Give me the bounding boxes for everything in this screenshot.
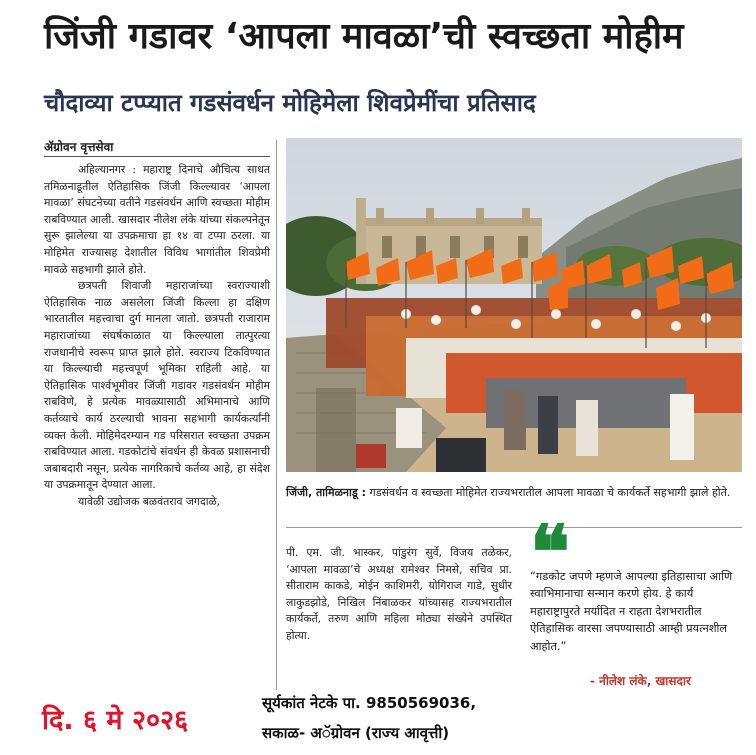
pull-quote: “गडकोट जपणे म्हणजे आपल्या इतिहासाचा आणि स्वाभिमानाचा सन्मान करणे होय. हे कार्य महाराष्ट्रापुरते मर्यादित न राहता देशभरातील ऐतिहासिक वारसा जपण्यासाठी आम्ही प्रयत्नशील आहोत.” — [530, 570, 733, 653]
body-paragraph: पी. एम. जी. भास्कर, पांडुरंग सुर्वे, विजय तळेकर, ‘आपला मावळा’चे अध्यक्ष रामेश्वर निमसे, सचिव प्रा. सीताराम काकडे, मोईन काशिमरी, योगिराज गाडे, सुधीर लाकुडझोडे, निखिल निंबाळकर यांच्यासह राज्यभरातील कार्यकर्ते, तरुण आणि महिला मोठ्या संख्येने उपस्थित होत्या. — [286, 546, 512, 642]
body-paragraph: अहिल्यानगर : महाराष्ट्र दिनाचे औचित्य साधत तमिळनाडूतील ऐतिहासिक जिंजी किल्ल्यावर ‘आपला मावळा’ संघटनेच्या वतीने गडसंवर्धन आणि स्वच्छता मोहीम राबविण्यात आली. खासदार नीलेश लंके यांच्या संकल्पनेतून सुरू झालेल्या या उपक्रमाचा हा १४ वा टप्पा ठरला. या मोहिमेत राज्यासह देशातील विविध भागांतील शिवप्रेमी मावळे सहभागी झाले होते. — [44, 163, 270, 276]
publication-date-stamp: दि. ६ मे २०२६ — [42, 705, 189, 736]
caption-place: जिंजी, तामिळनाडू : — [286, 486, 367, 499]
byline-divider — [44, 156, 270, 157]
body-paragraph: छत्रपती शिवाजी महाराजांच्या स्वराज्याशी ऐतिहासिक नाळ असलेला जिंजी किल्ला हा दक्षिण भारतातील महत्त्वाचा दुर्ग मानला जातो. छत्रपती राजाराम महाराजांच्या संघर्षकाळात या किल्ल्याला तात्पुरत्या राजधानीचे स्वरूप प्राप्त झाले होते. स्वराज्य टिकविण्यात या किल्ल्याची महत्त्वपूर्ण भूमिका राहिली आहे. या ऐतिहासिक पार्श्वभूमीवर जिंजी गडावर गडसंवर्धन मोहीम राबविणे, हे प्रत्येक मावळ्यासाठी अभिमानाचे आणि कर्तव्याचे कार्य ठरल्याची भावना सहभागी कार्यकर्त्यांनी व्यक्त केली. मोहिमेदरम्यान गड परिसरात स्वच्छता उपक्रम राबविण्यात आला. गडकोटांचे संवर्धन ही केवळ प्रशासनाची जबाबदारी नसून, प्रत्येक नागरिकाचे कर्तव्य आहे, हा संदेश या उपक्रमातून देण्यात आला. — [44, 279, 270, 492]
photo-caption — [286, 484, 742, 501]
caption-divider — [286, 527, 742, 528]
quote-mark-icon: ❝ — [530, 510, 570, 596]
reporter-contact: सूर्यकांत नेटके पा. 9850569036, — [262, 694, 477, 712]
publication-name: सकाळ- अॅग्रोवन (राज्य आवृत्ती) — [262, 724, 450, 742]
quote-author: - नीलेश लंके, खासदार — [590, 674, 691, 688]
article-body-middle-column — [286, 545, 512, 645]
caption-text: गडसंवर्धन व स्वच्छता मोहिमेत राज्यभरातील आपला मावळा चे कार्यकर्ते सहभागी झाले होते. — [369, 486, 731, 499]
fort-cleanup-photo — [286, 138, 742, 472]
body-paragraph: यावेळी उद्योजक बळवंतराव जगदाळे, — [78, 494, 221, 508]
subheadline: चौदाव्या टप्प्यात गडसंवर्धन मोहिमेला शिवप्रेमींचा प्रतिसाद — [44, 89, 536, 117]
column-divider — [276, 140, 277, 690]
byline: ॲग्रोवन वृत्तसेवा — [44, 140, 114, 154]
headline: जिंजी गडावर ‘आपला मावळा’ची स्वच्छता मोहीम — [44, 16, 684, 57]
article-body-left-column — [44, 162, 270, 510]
reporter-stamp — [262, 688, 562, 748]
